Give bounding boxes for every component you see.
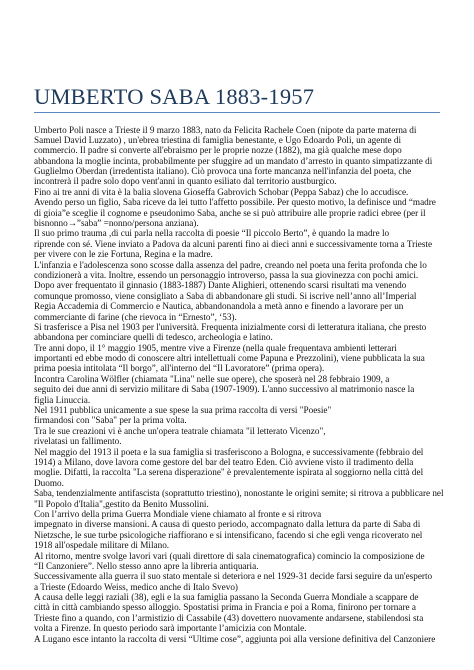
body-line: Incontra Carolina Wölfler (chiamata "Lina" nelle sue opere), che sposerà nel 28 febbraio 1909, a [34, 373, 390, 384]
body-line: condizionerà a vita. Inoltre, essendo un personaggio introverso, passa la sua giovinezza con pochi amici. [34, 269, 419, 280]
body-line: figlia Linuccia. [34, 394, 91, 405]
body-line: firmandosi con "Saba" per la prima volta. [34, 415, 187, 426]
body-line: Saba, tendenzialmente antifascista (soprattutto triestino), nonostante le origini semite; si ritrova a pubblicare nel [34, 488, 444, 499]
body-line: A Lugano esce intanto la raccolta di versi “Ultime cose”, aggiunta poi alla versione definitiva del Canzoniere [34, 633, 436, 644]
body-line: Avendo perso un figlio, Saba riceve da lei tutto l'affetto possibile. Per questo motivo, la definisce und “madre [34, 197, 436, 208]
body-line: Umberto Poli nasce a Trieste il 9 marzo 1883, nato da Felicita Rachele Coen (nipote da parte materna di [34, 124, 417, 135]
body-line: 1918 all'ospedale militare di Milano. [34, 540, 170, 551]
body-line: abbandona per cominciare quelli di tedesco, archeologia e latino. [34, 332, 273, 343]
body-line: Trieste fino a quando, con l’armistizio di Cassabile (43) dovettero nuovamente andarsene, stabilendosi sta [34, 612, 424, 623]
body-line: riprende con sé. Viene inviato a Padova da alcuni parenti fino ai dieci anni e successivamente torna a Trieste [34, 238, 433, 249]
body-line: seguito dei due anni di servizio militare di Saba (1907-1909). L'anno successivo al matrimonio nasce la [34, 384, 415, 395]
body-line: per vivere con le zie Fortuna, Regina e la madre. [34, 249, 213, 260]
body-line: Dopo aver frequentato il ginnasio (1883-1887) Dante Alighieri, ottenendo scarsi risultati ma venendo [34, 280, 407, 291]
body-line: Tra le sue creazioni vi è anche un'opera teatrale chiamata "il letterato Vicenzo", [34, 425, 326, 436]
body-line: prima poesia intitolata “Il borgo”, all'interno del “Il Lavoratore” (prima opera). [34, 363, 325, 374]
body-line: "Il Popolo d'Italia",gestito da Benito Mussolini. [34, 498, 209, 509]
body-line: Il suo primo trauma ,di cui parla nella raccolta di poesie “Il piccolo Berto”, è quando la madre lo [34, 228, 390, 239]
body-line: città in città cambiando spesso alloggio. Spostatisi prima in Francia e poi a Roma, finirono per tornare a [34, 602, 416, 613]
body-line: commerciante di farine (che rievoca in “Ernesto”, ‘53). [34, 311, 237, 322]
body-line: Duomo. [34, 477, 64, 488]
body-line: Tre anni dopo, il 1° maggio 1905, mentre vive a Firenze (nella quale frequentava ambienti letterari [34, 342, 397, 353]
body-line: abbandona la moglie incinta, probabilmente per sfuggire ad un mandato d’arresto in quanto simpatizzante di [34, 155, 433, 166]
body-line: Guglielmo Oberdan (irredentista italiano). Ciò provoca una forte mancanza nell'infanzia del poeta, che [34, 166, 412, 177]
document-title: UMBERTO SABA 1883-1957 [34, 84, 315, 109]
title-underline [34, 112, 440, 113]
body-line: Fino ai tre anni di vita è la balia slovena Gioseffa Gabrovich Schobar (Peppa Sabaz) che lo accudisce. [34, 186, 409, 197]
body-line: comunque promosso, viene consigliato a Saba di abbandonare gli studi. Si iscrive nell’anno all’Imperial [34, 290, 417, 301]
body-line: moglie. Difatti, la raccolta "La serena disperazione" è prevalentemente ispirata al soggiorno nella città del [34, 467, 424, 478]
body-line: A causa delle leggi raziali (38), egli e la sua famiglia passano la Seconda Guerra Mondiale a scappare de [34, 592, 419, 603]
document-body [34, 125, 444, 645]
body-line: “Il Canzoniere”. Nello stesso anno apre la libreria antiquaria. [34, 560, 259, 571]
body-line: L'infanzia e l'adolescenza sono scosse dalla assenza del padre, creando nel poeta una ferita profonda che lo [34, 259, 427, 270]
body-line: Nel maggio del 1913 il poeta e la sua famiglia si trasferiscono a Bologna, e successivamente (febbraio del [34, 446, 424, 457]
body-line: Al ritorno, mentre svolge lavori vari (quali direttore di sala cinematografica) comincio la composizione de [34, 550, 425, 561]
body-line: commercio. Il padre si converte all'ebraismo per le proprie nozze (1882), ma già qualche mese dopo [34, 145, 402, 156]
body-line: Successivamente alla guerra il suo stato mentale si deteriora e nel 1929-31 decide farsi seguire da un'esperto [34, 571, 433, 582]
body-line: Con l’arrivo della prima Guerra Mondiale viene chiamato al fronte e si ritrova [34, 508, 322, 519]
body-line: bisnonno→”saba” =nonno/persona anziana). [34, 218, 199, 229]
body-line: 1914) a Milano, dove lavora come gestore del bar del teatro Eden. Ciò avviene visto il tradimento della [34, 457, 414, 467]
body-line: Regia Accademia di Commercio e Nautica, abbandonandola a metà anno e finendo a lavorare per un [34, 301, 404, 312]
body-line: di gioia”e sceglie il cognome e pseudonimo Saba, anche se si può attribuire alle proprie radici ebree (per il [34, 207, 426, 218]
body-line: importanti ed ebbe modo di conoscere altri intellettuali come Papuna e Prezzolini), viene pubblicata la sua [34, 353, 425, 364]
body-line: impegnato in diverse mansioni. A causa di questo periodo, accompagnato dalla lettura da parte di Saba di [34, 519, 421, 530]
body-line: incontrerà il padre solo dopo vent'anni in quanto esiliato dal territorio austburgico. [34, 176, 337, 187]
body-line: Si trasferisce a Pisa nel 1903 per l'università. Frequenta inizialmente corsi di letteratura italiana, che presto [34, 321, 427, 332]
body-line: Samuel David Luzzato) , un'ebrea triestina di famiglia benestante, e Ugo Edoardo Poli, un agente di [34, 134, 401, 145]
body-line: rivelatasi un fallimento. [34, 436, 122, 447]
body-line: a Trieste (Edoardo Weiss, medico anche di Italo Svevo) [34, 581, 238, 592]
body-line: volta a Firenze. In questo periodo sarà importante l’amicizia con Montale. [34, 623, 307, 634]
body-line: Nel 1911 pubblica unicamente a sue spese la sua prima raccolta di versi "Poesie" [34, 405, 332, 416]
body-line: Nietzsche, le sue turbe psicologiche riaffiorano e si intensificano, facendo si che egli venga ricoverato nel [34, 529, 423, 540]
